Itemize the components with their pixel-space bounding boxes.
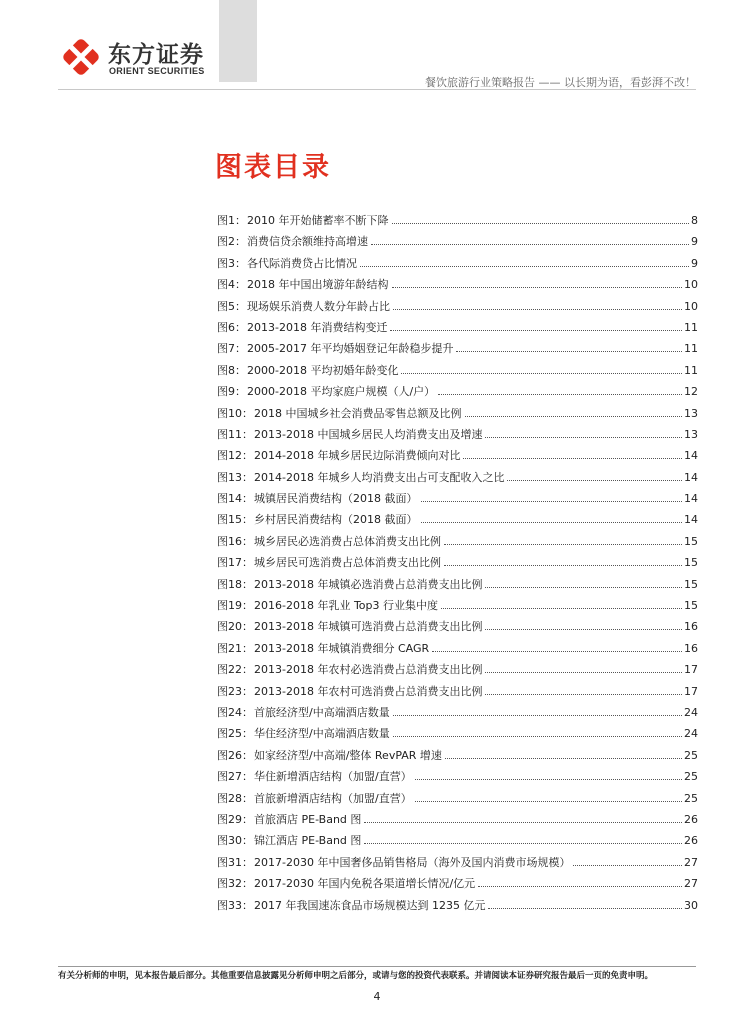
- toc-entry[interactable]: [217, 298, 698, 319]
- toc-entry-label: 图9：: [217, 385, 246, 399]
- toc-entry-title: 乡村居民消费结构（2018 截面）: [254, 513, 418, 527]
- toc-leader-dots: [364, 822, 682, 823]
- toc-entry-label: 图23：: [217, 684, 253, 698]
- report-subtitle: 餐饮旅游行业策略报告 —— 以长期为语，看彭湃不改！: [425, 76, 696, 89]
- toc-leader-dots: [415, 779, 682, 780]
- toc-entry[interactable]: [217, 790, 698, 811]
- toc-entry-title: 华住经济型/中高端酒店数量: [254, 727, 390, 741]
- toc-entry-page: 17: [684, 684, 698, 698]
- toc-entry-label: 图31：: [217, 855, 253, 869]
- toc-entry-title: 各代际消费贷占比情况: [247, 256, 357, 270]
- header-divider: [58, 89, 696, 90]
- toc-entry-label: 图15：: [217, 513, 253, 527]
- toc-leader-dots: [485, 629, 682, 630]
- toc-entry-title: 2014-2018 年城乡居民边际消费倾向对比: [254, 449, 461, 463]
- toc-leader-dots: [478, 886, 682, 887]
- toc-entry-title: 消费信贷余额维持高增速: [247, 235, 368, 249]
- toc-entry-page: 25: [684, 770, 698, 784]
- toc-entry[interactable]: [217, 233, 698, 254]
- toc-entry-page: 24: [684, 727, 698, 741]
- toc-leader-dots: [444, 544, 682, 545]
- toc-leader-dots: [485, 437, 682, 438]
- toc-leader-dots: [421, 501, 683, 502]
- toc-leader-dots: [415, 801, 682, 802]
- toc-leader-dots: [393, 715, 682, 716]
- toc-entry-title: 首旅经济型/中高端酒店数量: [254, 705, 390, 719]
- toc-entry-label: 图12：: [217, 449, 253, 463]
- toc-entry-label: 图19：: [217, 599, 253, 613]
- toc-entry-label: 图28：: [217, 791, 253, 805]
- toc-entry[interactable]: [217, 897, 698, 918]
- toc-entry[interactable]: [217, 212, 698, 233]
- toc-entry[interactable]: [217, 554, 698, 575]
- toc-entry-page: 14: [684, 492, 698, 506]
- toc-entry-label: 图3：: [217, 256, 246, 270]
- toc-entry-label: 图16：: [217, 534, 253, 548]
- toc-entry-label: 图4：: [217, 278, 246, 292]
- toc-entry-page: 15: [684, 577, 698, 591]
- toc-entry-title: 2017-2030 年国内免税各渠道增长情况/亿元: [254, 877, 476, 891]
- toc-entry-page: 8: [691, 214, 698, 227]
- toc-entry-page: 12: [684, 385, 698, 399]
- toc-entry-page: 26: [684, 834, 698, 848]
- toc-entry-label: 图18：: [217, 577, 253, 591]
- toc-entry[interactable]: [217, 768, 698, 789]
- toc-entry-page: 26: [684, 812, 698, 826]
- toc-entry-page: 14: [684, 470, 698, 484]
- toc-entry-page: 16: [684, 641, 698, 655]
- toc-entry-title: 2013-2018 年城镇可选消费占总消费支出比例: [254, 620, 483, 634]
- toc-entry-label: 图32：: [217, 877, 253, 891]
- toc-entry-title: 2017-2030 年中国奢侈品销售格局（海外及国内消费市场规模）: [254, 855, 571, 869]
- toc-entry[interactable]: [217, 576, 698, 597]
- toc-entry-title: 2017 年我国速冻食品市场规模达到 1235 亿元: [254, 898, 486, 912]
- toc-entry-label: 图8：: [217, 363, 246, 377]
- company-logo: [58, 34, 208, 80]
- toc-leader-dots: [573, 865, 682, 866]
- header-decor-bar: [219, 0, 257, 82]
- toc-entry-label: 图21：: [217, 641, 253, 655]
- toc-entry-page: 17: [684, 663, 698, 677]
- toc-entry-label: 图2：: [217, 235, 246, 249]
- toc-entry[interactable]: [217, 725, 698, 746]
- toc-leader-dots: [393, 309, 682, 310]
- toc-entry-title: 首旅酒店 PE-Band 图: [254, 812, 362, 826]
- toc-entry-page: 11: [684, 342, 698, 356]
- toc-leader-dots: [438, 394, 682, 395]
- page-number: 4: [373, 990, 381, 1003]
- toc-entry[interactable]: [217, 683, 698, 704]
- toc-entry[interactable]: [217, 640, 698, 661]
- toc-entry-title: 2013-2018 年消费结构变迁: [247, 320, 388, 334]
- toc-entry-title: 2013-2018 年城镇必选消费占总消费支出比例: [254, 577, 483, 591]
- toc-entry-title: 2005-2017 年平均婚姻登记年龄稳步提升: [247, 342, 454, 356]
- toc-entry-title: 锦江酒店 PE-Band 图: [254, 834, 362, 848]
- toc-entry[interactable]: [217, 811, 698, 832]
- toc-entry-page: 10: [684, 299, 698, 313]
- toc-entry-label: 图26：: [217, 748, 253, 762]
- toc-entry-title: 2018 年中国出境游年龄结构: [247, 278, 389, 292]
- toc-entry-label: 图7：: [217, 342, 246, 356]
- toc-entry-label: 图17：: [217, 556, 253, 570]
- toc-entry-title: 2014-2018 年城乡人均消费支出占可支配收入之比: [254, 470, 505, 484]
- toc-entry[interactable]: [217, 383, 698, 404]
- toc-entry-label: 图33：: [217, 898, 253, 912]
- toc-entry-page: 11: [684, 320, 698, 334]
- toc-entry-label: 图22：: [217, 663, 253, 677]
- toc-entry-title: 华住新增酒店结构（加盟/直营）: [254, 770, 412, 784]
- toc-entry[interactable]: [217, 875, 698, 896]
- toc-entry-title: 2016-2018 年乳业 Top3 行业集中度: [254, 599, 439, 613]
- toc-entry-title: 2000-2018 平均家庭户规模（人/户）: [247, 385, 436, 399]
- toc-entry-title: 城镇居民消费结构（2018 截面）: [254, 492, 418, 506]
- toc-entry-label: 图10：: [217, 406, 253, 420]
- toc-leader-dots: [456, 351, 682, 352]
- toc-entry[interactable]: [217, 362, 698, 383]
- toc-entry-page: 15: [684, 534, 698, 548]
- figure-toc-list: [217, 212, 698, 918]
- toc-entry[interactable]: [217, 405, 698, 426]
- toc-entry[interactable]: [217, 747, 698, 768]
- toc-entry[interactable]: [217, 511, 698, 532]
- toc-leader-dots: [463, 458, 682, 459]
- toc-entry-label: 图29：: [217, 812, 253, 826]
- toc-entry-label: 图27：: [217, 770, 253, 784]
- toc-entry-label: 图30：: [217, 834, 253, 848]
- toc-leader-dots: [488, 908, 682, 909]
- toc-entry-page: 15: [684, 556, 698, 570]
- toc-entry[interactable]: [217, 469, 698, 490]
- toc-entry-title: 如家经济型/中高端/整体 RevPAR 增速: [254, 748, 442, 762]
- toc-leader-dots: [441, 608, 682, 609]
- toc-entry-title: 现场娱乐消费人数分年龄占比: [247, 299, 390, 313]
- footer-disclaimer: 有关分析师的申明，见本报告最后部分。其他重要信息披露见分析师申明之后部分，或请与您的投资代表联系。并请阅读本证券研究报告最后一页的免责申明。: [58, 971, 654, 981]
- toc-entry[interactable]: [217, 618, 698, 639]
- toc-entry-title: 2000-2018 平均初婚年龄变化: [247, 363, 399, 377]
- toc-entry-page: 25: [684, 791, 698, 805]
- orient-logo-icon: [58, 34, 104, 80]
- toc-entry[interactable]: [217, 276, 698, 297]
- toc-leader-dots: [390, 330, 682, 331]
- brand-name-en: ORIENT SECURITIES: [109, 66, 205, 76]
- toc-entry[interactable]: [217, 854, 698, 875]
- toc-leader-dots: [421, 522, 683, 523]
- toc-entry-title: 2018 中国城乡社会消费品零售总额及比例: [254, 406, 462, 420]
- toc-entry[interactable]: [217, 704, 698, 725]
- toc-entry-title: 城乡居民必选消费占总体消费支出比例: [254, 534, 441, 548]
- toc-leader-dots: [507, 480, 682, 481]
- toc-entry-page: 15: [684, 599, 698, 613]
- toc-entry-label: 图14：: [217, 492, 253, 506]
- toc-leader-dots: [371, 244, 689, 245]
- toc-entry-page: 16: [684, 620, 698, 634]
- brand-name-cn: 东方证券: [108, 42, 204, 68]
- toc-entry[interactable]: [217, 340, 698, 361]
- toc-leader-dots: [485, 587, 682, 588]
- toc-entry-page: 24: [684, 705, 698, 719]
- toc-leader-dots: [485, 694, 682, 695]
- toc-entry-title: 2010 年开始储蓄率不断下降: [247, 214, 389, 227]
- toc-entry[interactable]: [217, 533, 698, 554]
- toc-entry[interactable]: [217, 255, 698, 276]
- toc-entry[interactable]: [217, 426, 698, 447]
- page-title: 图表目录: [215, 152, 331, 183]
- toc-entry-title: 2013-2018 中国城乡居民人均消费支出及增速: [254, 427, 483, 441]
- toc-leader-dots: [360, 266, 689, 267]
- toc-entry-page: 9: [691, 235, 698, 249]
- toc-entry-page: 10: [684, 278, 698, 292]
- toc-entry-page: 11: [684, 363, 698, 377]
- toc-entry-label: 图13：: [217, 470, 253, 484]
- toc-entry-title: 2013-2018 年城镇消费细分 CAGR: [254, 641, 430, 655]
- toc-entry-title: 2013-2018 年农村必选消费占总消费支出比例: [254, 663, 483, 677]
- toc-entry-page: 13: [684, 406, 698, 420]
- toc-entry-page: 27: [684, 855, 698, 869]
- toc-entry-label: 图6：: [217, 320, 246, 334]
- toc-leader-dots: [393, 736, 682, 737]
- toc-leader-dots: [444, 565, 682, 566]
- toc-entry-label: 图11：: [217, 427, 253, 441]
- toc-leader-dots: [445, 758, 682, 759]
- toc-entry-page: 27: [684, 877, 698, 891]
- toc-entry-label: 图25：: [217, 727, 253, 741]
- footer-divider: [58, 966, 696, 967]
- toc-leader-dots: [485, 672, 682, 673]
- toc-entry[interactable]: [217, 597, 698, 618]
- toc-leader-dots: [364, 843, 682, 844]
- toc-leader-dots: [401, 373, 682, 374]
- toc-entry-label: 图24：: [217, 705, 253, 719]
- toc-entry-label: 图1：: [217, 214, 246, 227]
- toc-leader-dots: [465, 416, 683, 417]
- toc-entry-page: 9: [691, 256, 698, 270]
- toc-entry-title: 首旅新增酒店结构（加盟/直营）: [254, 791, 412, 805]
- toc-leader-dots: [392, 287, 683, 288]
- toc-entry[interactable]: [217, 661, 698, 682]
- toc-entry[interactable]: [217, 832, 698, 853]
- toc-entry-label: 图20：: [217, 620, 253, 634]
- toc-entry-page: 14: [684, 449, 698, 463]
- toc-leader-dots: [432, 651, 682, 652]
- toc-entry[interactable]: [217, 447, 698, 468]
- toc-entry-page: 13: [684, 427, 698, 441]
- toc-entry-page: 30: [684, 898, 698, 912]
- toc-entry-label: 图5：: [217, 299, 246, 313]
- toc-entry-title: 2013-2018 年农村可选消费占总消费支出比例: [254, 684, 483, 698]
- toc-leader-dots: [392, 223, 690, 224]
- toc-entry[interactable]: [217, 319, 698, 340]
- toc-entry-title: 城乡居民可选消费占总体消费支出比例: [254, 556, 441, 570]
- toc-entry[interactable]: [217, 490, 698, 511]
- toc-entry-page: 14: [684, 513, 698, 527]
- toc-entry-page: 25: [684, 748, 698, 762]
